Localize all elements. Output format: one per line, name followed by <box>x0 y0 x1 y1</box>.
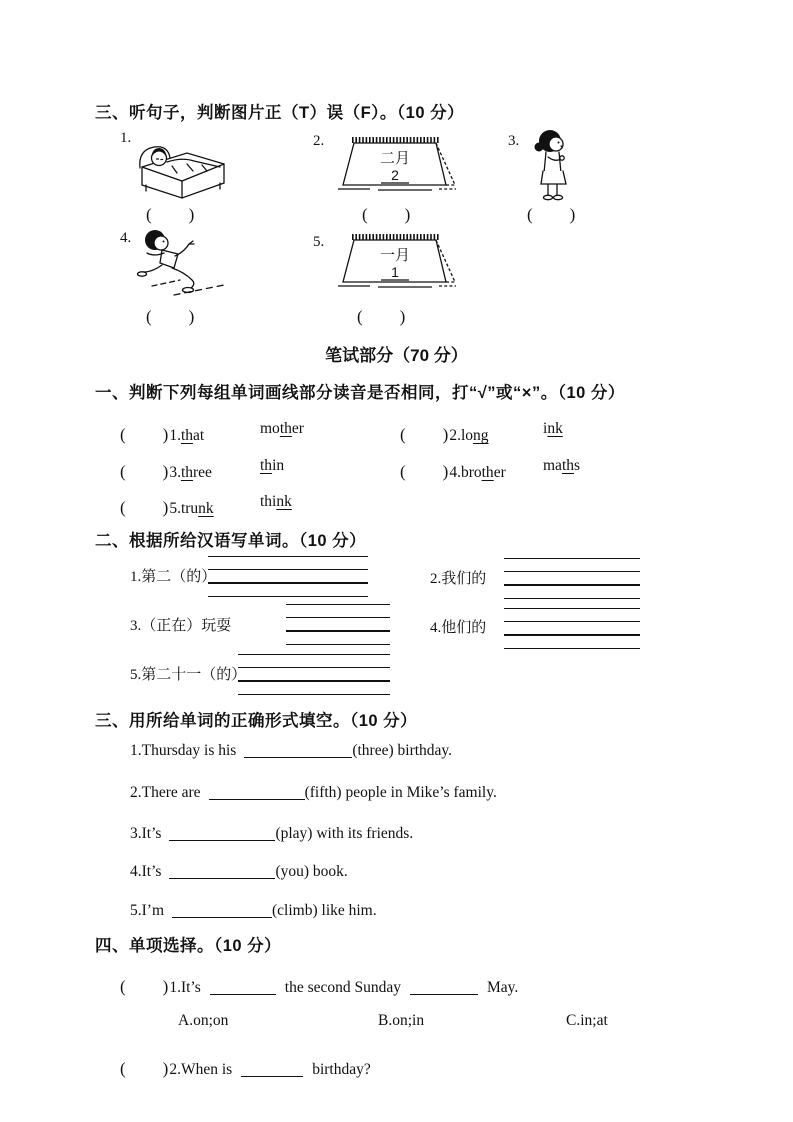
word-underlined: three <box>180 464 212 481</box>
fill-blank <box>169 863 275 879</box>
fill-blank <box>169 825 275 841</box>
writing-lines <box>286 604 390 646</box>
section2-heading: 二、根据所给汉语写单词。（10 分） <box>95 532 367 550</box>
listening-section-heading: 三、听句子，判断图片正（T）误（F）。（10 分） <box>95 104 465 122</box>
answer-bracket: ( ) <box>400 425 450 444</box>
write-word-prompt: 4.他们的 <box>430 620 487 636</box>
answer-bracket: ( ) <box>146 307 196 326</box>
fill-in-sentence: 3.It’s (play) with its friends. <box>130 825 414 842</box>
phonics-pair <box>120 420 204 445</box>
writing-lines <box>504 558 640 600</box>
fill-blank <box>244 742 352 758</box>
fill-in-sentence: 1.Thursday is his (three) birthday. <box>130 742 453 759</box>
word-underlined: mother <box>260 420 304 437</box>
listening-item-number: 5. <box>313 234 325 250</box>
write-word-prompt: 1.第二（的） <box>130 569 217 585</box>
listening-item-number: 2. <box>313 133 325 149</box>
word-underlined: trunk <box>180 500 214 517</box>
fill-in-sentence: 2.There are (fifth) people in Mike’s family. <box>130 784 497 801</box>
answer-bracket: ( ) <box>362 205 412 224</box>
pair-number: 5. <box>169 500 181 517</box>
writing-lines <box>504 608 640 650</box>
phonics-pair <box>120 457 212 482</box>
word-underlined: that <box>180 427 205 444</box>
fill-blank <box>410 979 478 995</box>
pair-number: 2. <box>449 427 461 444</box>
option-c: C.in;at <box>566 1012 608 1029</box>
word-underlined: ink <box>543 420 563 437</box>
sleeping-child-image <box>132 138 232 200</box>
choice-question: ( )1.It’s the second Sunday May. <box>120 977 519 996</box>
writing-lines <box>208 556 368 598</box>
fill-blank <box>210 979 276 995</box>
section1-heading: 一、判断下列每组单词画线部分读音是否相同，打“√”或“×”。（10 分） <box>95 384 625 402</box>
word-underlined: brother <box>460 464 506 481</box>
phonics-pair <box>400 457 506 482</box>
word-underlined: maths <box>543 457 581 474</box>
answer-bracket: ( ) <box>120 498 170 517</box>
answer-bracket: ( ) <box>120 425 170 444</box>
fill-in-sentence: 5.I’m (climb) like him. <box>130 902 377 919</box>
fill-blank <box>241 1061 303 1077</box>
answer-bracket: ( ) <box>120 1059 170 1078</box>
answer-bracket: ( ) <box>120 462 170 481</box>
phonics-pair <box>400 420 489 445</box>
choice-question: ( )2.When is birthday? <box>120 1059 371 1078</box>
write-word-prompt: 5.第二十一（的） <box>130 667 247 683</box>
calendar-month-label: 二月 <box>379 150 411 167</box>
word-underlined: thin <box>260 457 285 474</box>
writing-lines <box>238 654 390 696</box>
answer-bracket: ( ) <box>120 977 170 996</box>
calendar-day-label: 2 <box>391 167 399 183</box>
section3-heading: 三、用所给单词的正确形式填空。（10 分） <box>95 712 418 730</box>
listening-item-number: 3. <box>508 133 520 149</box>
listening-item-number: 4. <box>120 230 132 246</box>
answer-bracket: ( ) <box>400 462 450 481</box>
pair-number: 3. <box>169 464 181 481</box>
fill-blank <box>209 784 305 800</box>
pair-number: 1. <box>169 427 181 444</box>
pair-number: 4. <box>449 464 461 481</box>
calendar-month-label: 一月 <box>379 247 411 264</box>
answer-bracket: ( ) <box>357 307 407 326</box>
option-b: B.on;in <box>378 1012 425 1029</box>
running-boy-image <box>134 228 229 298</box>
answer-bracket: ( ) <box>527 205 577 224</box>
option-a: A.on;on <box>178 1012 229 1029</box>
write-word-prompt: 2.我们的 <box>430 571 487 587</box>
word-underlined: long <box>460 427 489 444</box>
fill-blank <box>172 902 272 918</box>
calendar-day-label: 1 <box>391 264 399 280</box>
section4-heading: 四、单项选择。（10 分） <box>95 937 282 955</box>
word-underlined: think <box>260 493 292 510</box>
answer-bracket: ( ) <box>146 205 196 224</box>
listening-item-number: 1. <box>120 130 132 146</box>
fill-in-sentence: 4.It’s (you) book. <box>130 863 348 880</box>
calendar-january-image <box>336 232 458 294</box>
phonics-pair <box>120 493 214 518</box>
standing-girl-image <box>526 127 582 205</box>
written-part-title: 笔试部分（70 分） <box>325 346 468 365</box>
write-word-prompt: 3.（正在）玩耍 <box>130 618 232 634</box>
calendar-february-image <box>336 135 458 197</box>
